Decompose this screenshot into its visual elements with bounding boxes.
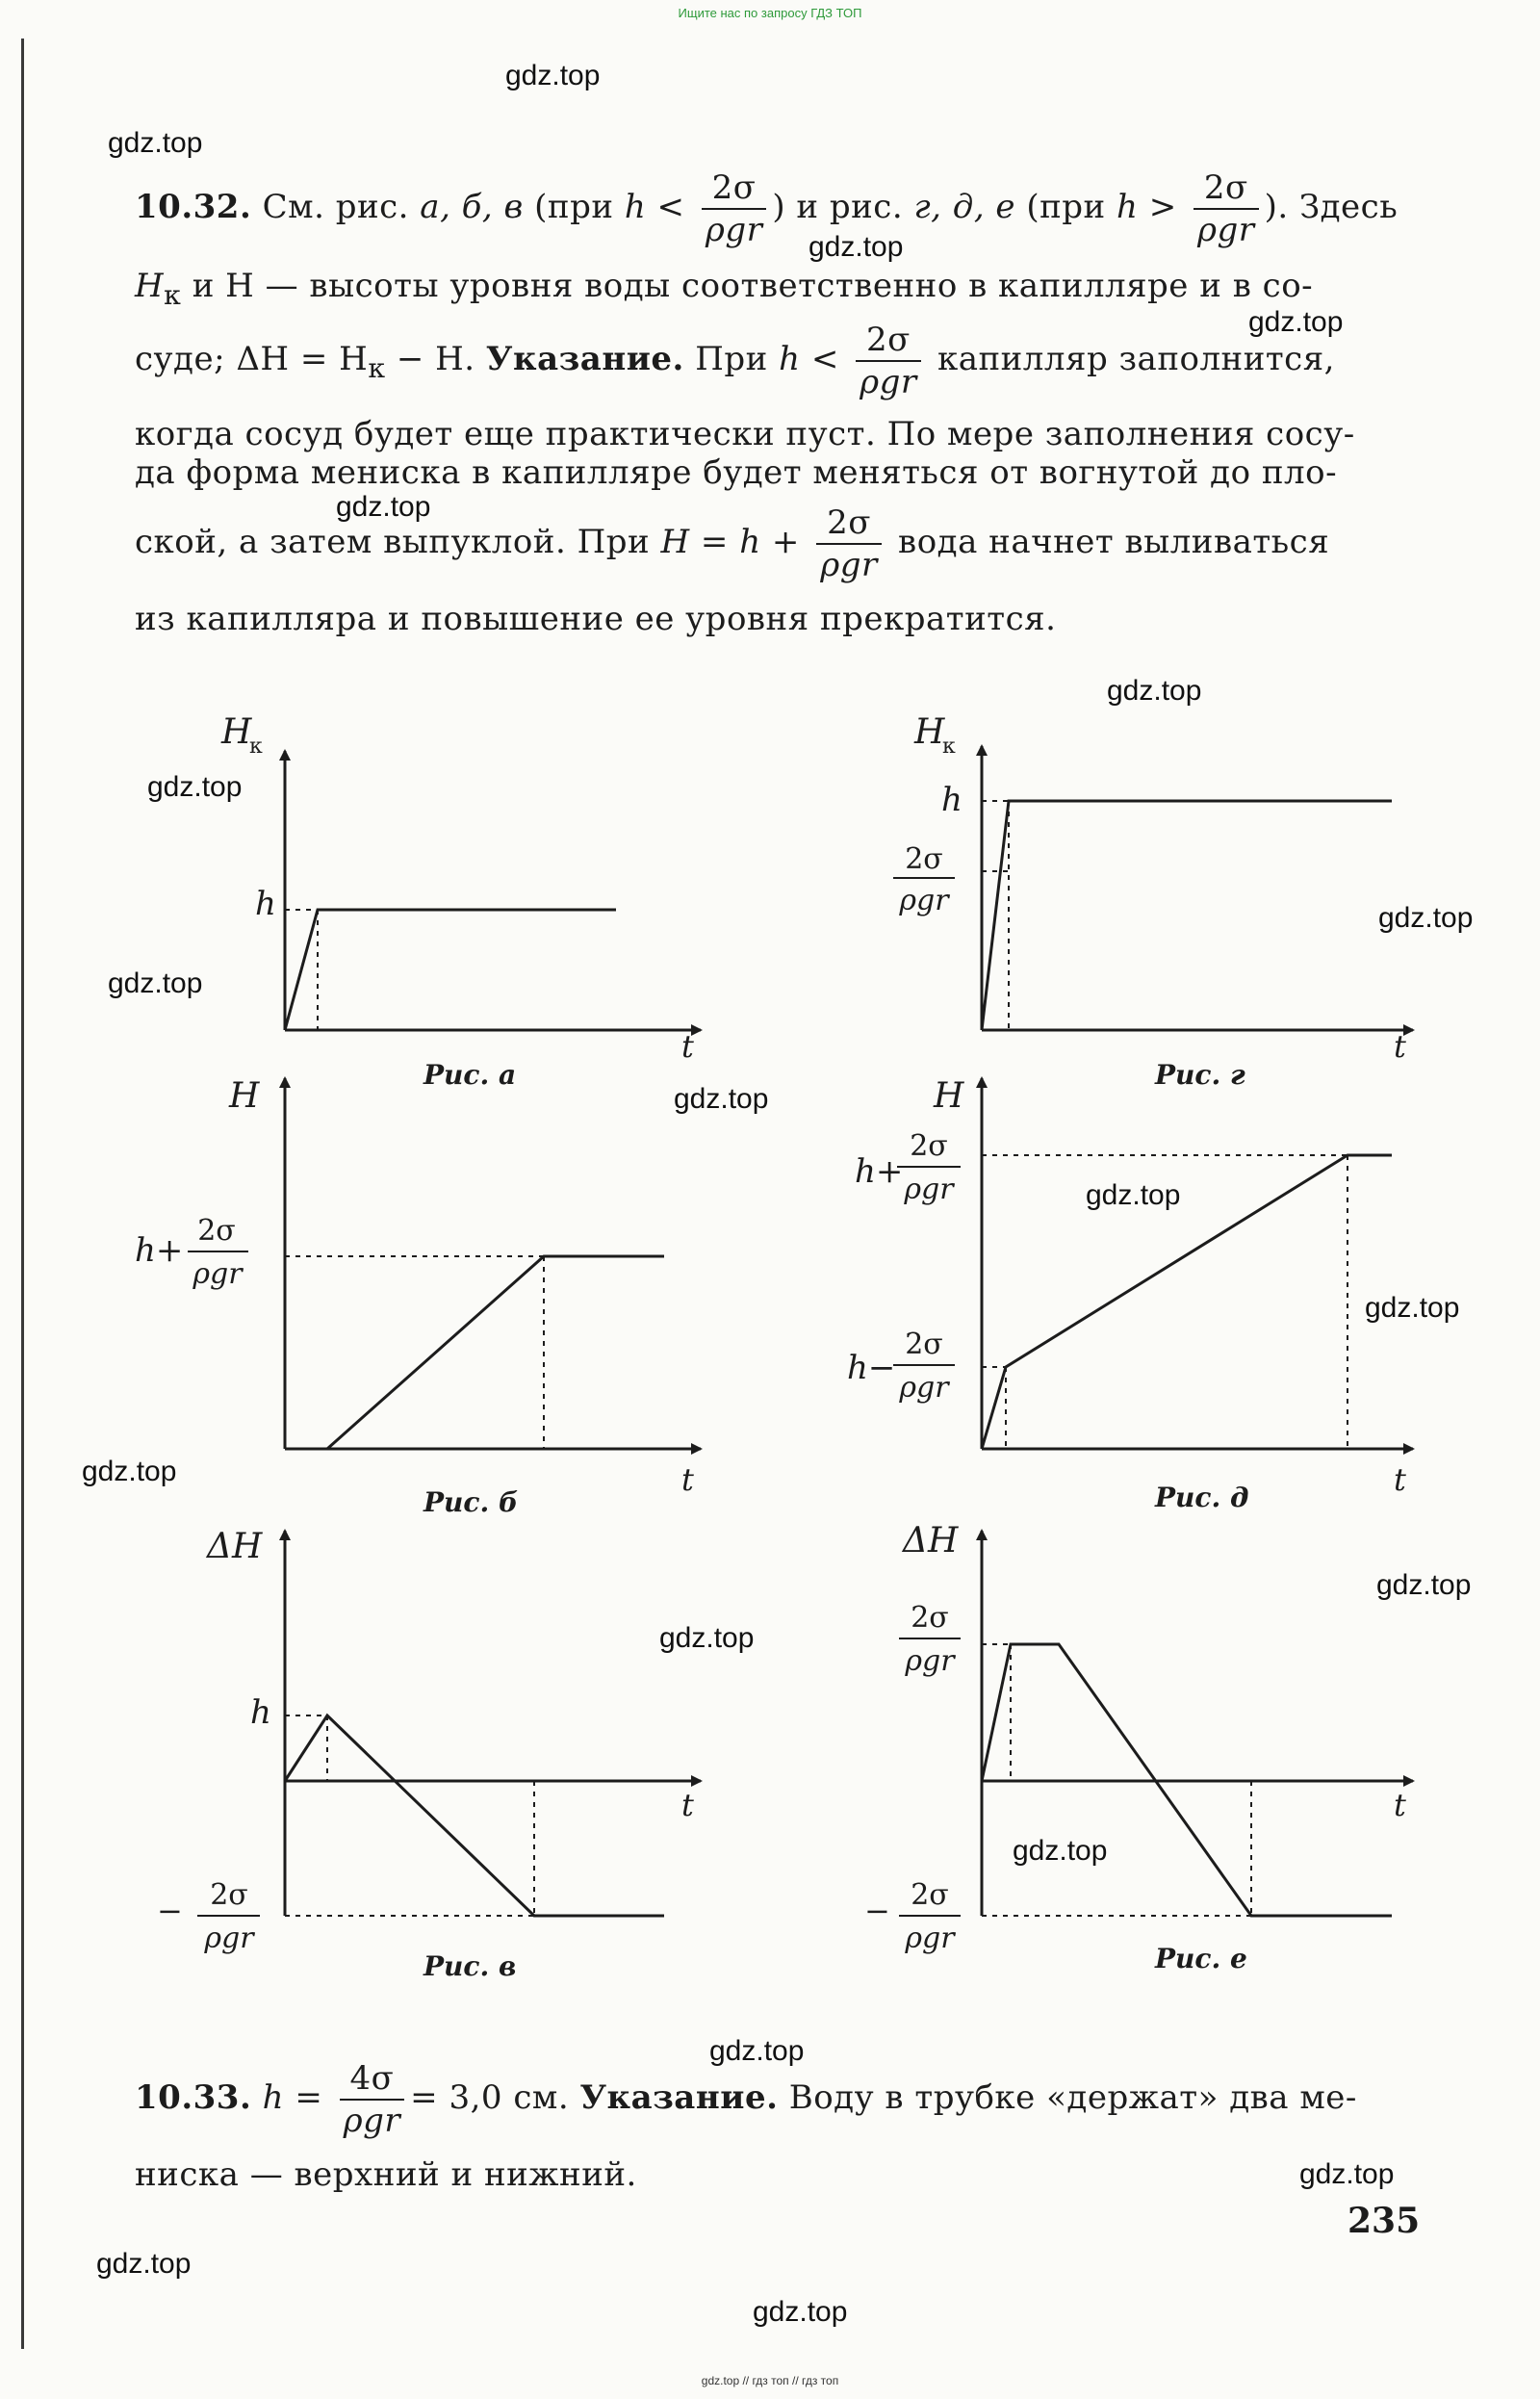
watermark: gdz.top (808, 231, 904, 263)
page-number: 235 (1348, 2201, 1421, 2241)
problem-number: 10.32. (135, 188, 252, 226)
y-axis-label-sub: к (249, 735, 263, 759)
y-axis-label: H (914, 712, 945, 752)
y-axis-label-sub: к (942, 735, 956, 759)
text: ) и рис. (772, 188, 914, 226)
fraction: $\frac{4\sigma}{\text{ρgr}}$ (340, 2062, 405, 2137)
plot-line (285, 910, 616, 1030)
caption-v: Рис. в (424, 1950, 517, 1982)
watermark: gdz.top (1248, 306, 1344, 338)
formula: h < (624, 188, 685, 226)
watermark: gdz.top (96, 2248, 192, 2280)
watermark: gdz.top (336, 491, 431, 523)
bottom-banner[interactable]: gdz.top // гдз топ // гдз топ (701, 2374, 839, 2387)
caption-b: Рис. б (424, 1486, 519, 1518)
graph-a (285, 751, 701, 1030)
watermark: gdz.top (1378, 902, 1474, 934)
plot-line (285, 1256, 664, 1449)
formula: h < (779, 340, 839, 378)
text: Воду в трубке «держат» два ме- (778, 2078, 1357, 2117)
subscript: к (164, 278, 182, 311)
watermark: gdz.top (1365, 1292, 1460, 1324)
hint-label: Указание. (485, 340, 684, 378)
x-axis-label: t (681, 1787, 694, 1823)
text: См. рис. (262, 188, 421, 226)
y-axis-label: H (934, 1076, 964, 1116)
figure-refs: а, б, в (420, 188, 524, 226)
graph-e (982, 1531, 1413, 1916)
watermark: gdz.top (709, 2035, 805, 2067)
formula: H = h + (660, 523, 800, 561)
caption-d: Рис. д (1155, 1482, 1249, 1513)
problem-10-32-line5: да форма мениска в капилляре будет меняться от вогнутой до пло- (135, 453, 1338, 492)
subscript: к (368, 351, 386, 384)
watermark: gdz.top (753, 2296, 848, 2328)
pos-frac-num: 2σ (911, 1601, 949, 1635)
watermark: gdz.top (1376, 1569, 1472, 1601)
watermark: gdz.top (147, 771, 243, 803)
bot-frac-den: ρgr (899, 1371, 949, 1405)
fraction: $\frac{2\sigma}{\text{ρgr}}$ (1194, 171, 1259, 246)
graph-g (982, 746, 1413, 1030)
y-axis-label: ΔH (207, 1527, 263, 1566)
bot-frac-num: 2σ (905, 1328, 943, 1361)
graph-b (285, 1078, 701, 1449)
hint-label: Указание. (579, 2078, 779, 2117)
watermark: gdz.top (1086, 1179, 1181, 1211)
neg-frac-num: 2σ (210, 1878, 248, 1912)
graph-v (285, 1531, 701, 1916)
caption-g: Рис. г (1155, 1059, 1245, 1091)
watermark: gdz.top (674, 1083, 769, 1115)
figure-refs: г, д, е (913, 188, 1016, 226)
problem-10-33-line2: ниска — верхний и нижний. (135, 2155, 637, 2194)
level-label: h (941, 781, 962, 819)
pos-frac-den: ρgr (905, 1644, 955, 1678)
fraction: $\frac{2\sigma}{\text{ρgr}}$ (816, 506, 882, 581)
top-label-prefix: h+ (855, 1152, 904, 1191)
top-frac-num: 2σ (910, 1129, 948, 1163)
text: (при (523, 188, 625, 226)
text: (при (1015, 188, 1117, 226)
problem-number: 10.33. (135, 2078, 252, 2117)
text: капилляр заполнится, (926, 340, 1335, 378)
level2-frac-den: ρgr (899, 884, 949, 917)
problem-10-32-line4: когда сосуд будет еще практически пуст. По мере заполнения сосу- (135, 415, 1355, 453)
bot-label-prefix: h− (847, 1349, 896, 1387)
formula: h > (1116, 188, 1177, 226)
watermark: gdz.top (108, 967, 203, 999)
level-label-prefix: h+ (135, 1231, 184, 1270)
watermark: gdz.top (659, 1622, 755, 1654)
neg-label-prefix: − (864, 1893, 890, 1929)
y-axis-label: H (229, 1076, 260, 1116)
watermark: gdz.top (1107, 675, 1202, 707)
text: вода начнет выливаться (886, 523, 1330, 561)
text: = 3,0 см. (410, 2078, 580, 2117)
caption-a: Рис. а (424, 1059, 517, 1091)
neg-frac-den: ρgr (204, 1922, 254, 1955)
symbol: H (135, 267, 165, 305)
level-label: h (255, 885, 276, 923)
text: и H — высоты уровня воды соответственно в капилляре и в со- (192, 267, 1314, 305)
x-axis-label: t (681, 1028, 694, 1065)
level2-frac-num: 2σ (905, 842, 943, 876)
neg-frac-num: 2σ (911, 1878, 949, 1912)
text: суде; ΔH = H (135, 340, 369, 378)
text: − H. (385, 340, 486, 378)
graph-d (982, 1078, 1413, 1449)
formula: h = (262, 2078, 323, 2117)
text: При (683, 340, 780, 378)
neg-label-prefix: − (157, 1893, 183, 1929)
fraction: $\frac{2\sigma}{\text{ρgr}}$ (856, 323, 921, 399)
x-axis-label: t (1394, 1028, 1406, 1065)
level-label: h (250, 1693, 271, 1732)
watermark: gdz.top (108, 127, 203, 159)
level-frac-den: ρgr (192, 1257, 243, 1291)
neg-frac-den: ρgr (905, 1922, 955, 1955)
x-axis-label: t (681, 1461, 694, 1498)
watermark: gdz.top (1013, 1835, 1108, 1867)
y-axis-label: ΔH (903, 1521, 959, 1561)
watermark: gdz.top (1299, 2158, 1395, 2190)
plot-line (982, 1155, 1392, 1449)
plot-line (285, 1715, 664, 1916)
watermark: gdz.top (82, 1456, 177, 1487)
text: ). Здесь (1264, 188, 1399, 226)
top-banner[interactable]: Ищите нас по запросу ГДЗ ТОП (678, 6, 862, 20)
problem-10-33-line1 (135, 2059, 1424, 2140)
y-axis-label: H (221, 712, 252, 752)
x-axis-label: t (1394, 1787, 1406, 1823)
level-frac-num: 2σ (197, 1214, 236, 1248)
caption-e: Рис. е (1155, 1943, 1247, 1974)
fraction: $\frac{2\sigma}{\text{ρgr}}$ (702, 171, 767, 246)
top-frac-den: ρgr (904, 1173, 954, 1206)
watermark: gdz.top (505, 60, 601, 91)
problem-10-32-line7: из капилляра и повышение ее уровня прекратится. (135, 600, 1057, 638)
plot-line (982, 801, 1392, 1030)
text: ской, а затем выпуклой. При (135, 523, 661, 561)
x-axis-label: t (1394, 1461, 1406, 1498)
